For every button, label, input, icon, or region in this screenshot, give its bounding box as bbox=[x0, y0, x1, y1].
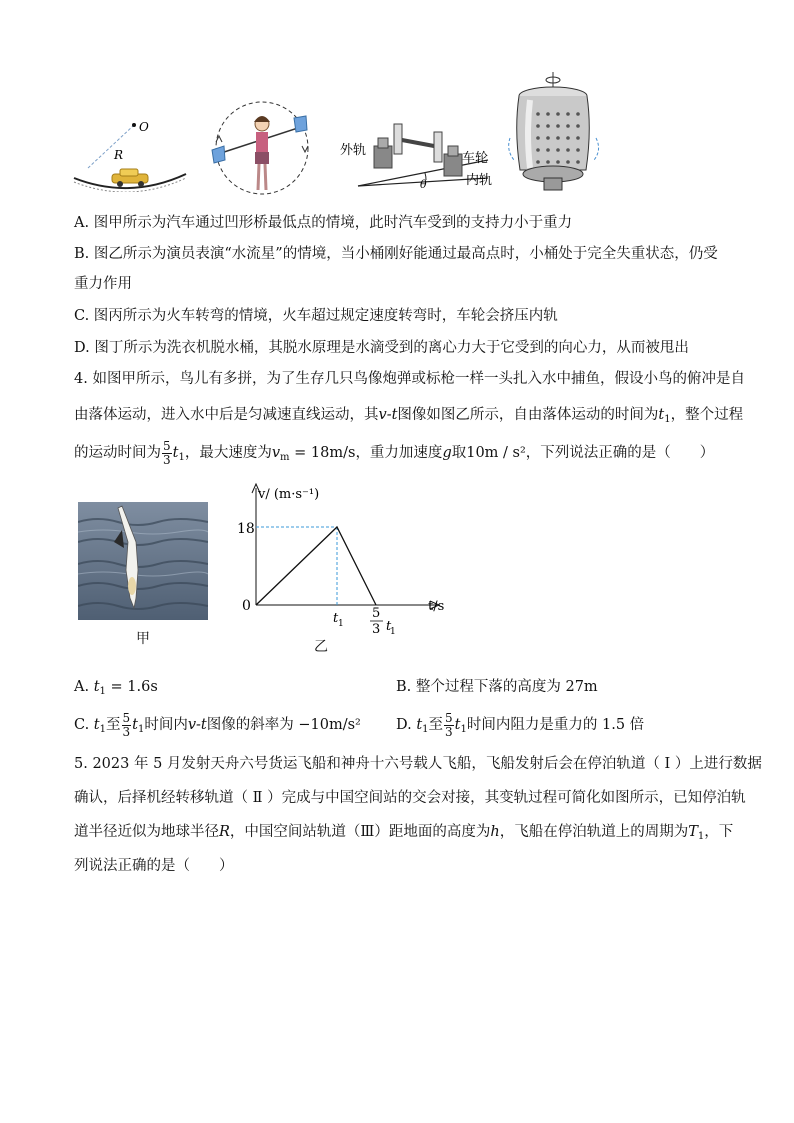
label-outer-rail: 外轨 bbox=[340, 143, 367, 158]
x-axis-label: t/s bbox=[428, 599, 445, 614]
option-q3-B-line2: 重力作用 bbox=[74, 276, 132, 292]
y-tick-18: 18 bbox=[237, 521, 255, 537]
x-tick-t1: t bbox=[333, 611, 339, 626]
x-tick-frac-t: t bbox=[386, 619, 392, 634]
x-tick-frac-t-sub: 1 bbox=[390, 627, 396, 637]
figure-water-meteor bbox=[208, 96, 320, 200]
option-q4-A: A. $t_1 = 1.6s$ bbox=[74, 679, 158, 697]
x-tick-frac-den: 3 bbox=[372, 622, 381, 637]
q4-line3: 的运动时间为 $\frac{5}{3}$ $t_1$，最大速度为$v_m = 18m/s$，重力加速度g取10m / s²，下列说法正确的是（ ） bbox=[74, 438, 715, 467]
label-O: O bbox=[139, 120, 149, 134]
figure-train-curve bbox=[338, 118, 503, 198]
q5-line3: 道半径近似为地球半径R，中国空间站轨道（Ⅲ）距地面的高度为h，飞船在停泊轨道上的周期为$T_1$，下 bbox=[74, 824, 734, 842]
option-q3-A: A. 图甲所示为汽车通过凹形桥最低点的情境，此时汽车受到的支持力小于重力 bbox=[74, 215, 573, 231]
bird-diving-photo bbox=[78, 502, 208, 620]
vt-graph bbox=[232, 480, 452, 650]
q5-line2: 确认，后择机经转移轨道（ Ⅱ ）完成与中国空间站的交会对接，其变轨过程可简化如图所示，已知停泊轨 bbox=[74, 790, 746, 806]
x-tick-frac-num: 5 bbox=[372, 606, 381, 621]
photo-caption: 甲 bbox=[136, 631, 150, 647]
option-q4-B: B. 整个过程下落的高度为 27m bbox=[396, 679, 598, 695]
origin-label: 0 bbox=[242, 598, 251, 614]
vt-line-series bbox=[256, 527, 376, 605]
q4-line1: 4. 如图甲所示，鸟儿有多拼，为了生存几只鸟像炮弹或标枪一样一头扎入水中捕鱼，假设小鸟的俯冲是自 bbox=[74, 371, 745, 387]
option-q3-B-line1: B. 图乙所示为演员表演“水流星”的情境，当小桶刚好能通过最高点时，小桶处于完全失重状态，仍受 bbox=[74, 246, 718, 262]
option-q3-D: D. 图丁所示为洗衣机脱水桶，其脱水原理是水滴受到的离心力大于它受到的向心力，从而被甩出 bbox=[74, 340, 689, 356]
label-inner-rail: 内轨 bbox=[466, 173, 493, 188]
fraction-5-3: $\frac{5}{3}$ bbox=[163, 438, 171, 467]
option-q3-C: C. 图丙所示为火车转弯的情境，火车超过规定速度转弯时，车轮会挤压内轨 bbox=[74, 308, 558, 324]
y-axis-label: v/ (m·s⁻¹) bbox=[258, 487, 320, 502]
option-q4-C: C. $t_1$至 $\frac{5}{3}$ $t_1$时间内v-t图像的斜率为 −10m/s² bbox=[74, 710, 361, 739]
q5-line1: 5. 2023 年 5 月发射天舟六号货运飞船和神舟十六号载人飞船，飞船发射后会在停泊轨道（ Ⅰ ）上进行数据 bbox=[74, 756, 762, 772]
graph-caption: 乙 bbox=[314, 639, 328, 655]
label-R: R bbox=[114, 148, 124, 162]
option-q4-D: D. $t_1$至 $\frac{5}{3}$ $t_1$时间内阻力是重力的 1.5 倍 bbox=[396, 710, 645, 739]
label-theta: θ bbox=[420, 178, 427, 191]
q4-line2: 由落体运动，进入水中后是匀减速直线运动，其v-t图像如图乙所示，自由落体运动的时间为$t_1$，整个过程 bbox=[74, 407, 744, 425]
q5-line4: 列说法正确的是（ ） bbox=[74, 858, 234, 874]
label-wheel: 车轮 bbox=[462, 151, 489, 166]
figure-spin-dryer bbox=[508, 70, 606, 198]
x-tick-t1-sub: 1 bbox=[338, 619, 344, 629]
figure-concave-bridge bbox=[70, 112, 195, 192]
